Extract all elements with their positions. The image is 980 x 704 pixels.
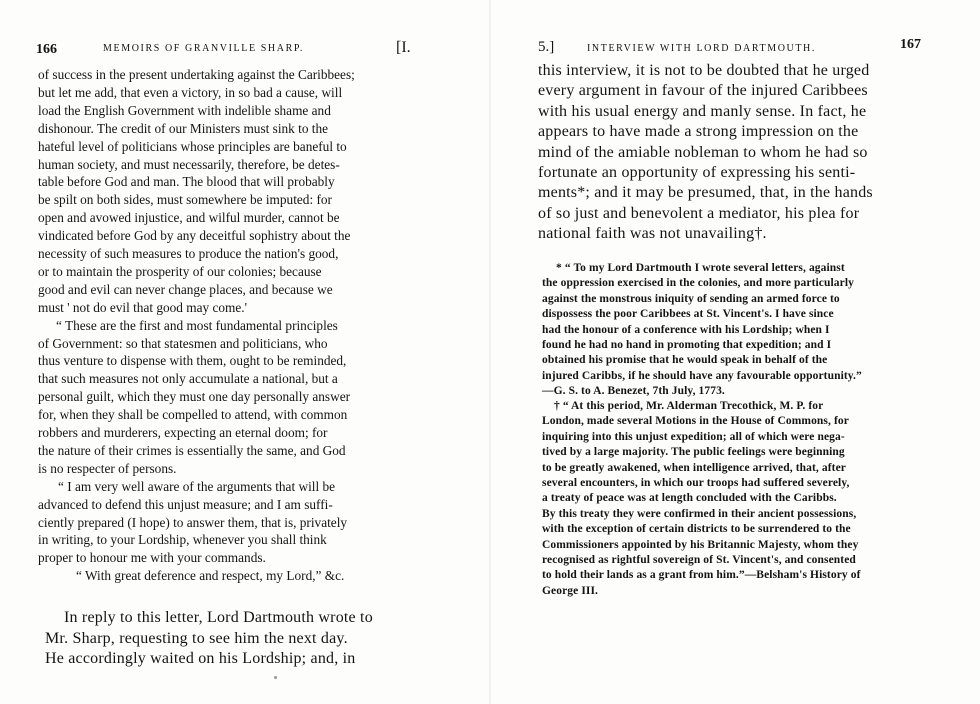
text-line: is no respecter of persons. — [38, 460, 177, 476]
text-line: open and avowed injustice, and wilful murder, cannot be — [38, 210, 340, 226]
text-line: against the monstrous iniquity of sending an armed force to — [542, 292, 840, 305]
left-page-header — [0, 40, 490, 60]
text-line: injured Caribbs, if he should have any favourable opportunity.” — [542, 369, 862, 382]
text-line: found he had no hand in promoting that expedition; and I — [542, 339, 832, 351]
text-line: —G. S. to A. Benezet, 7th July, 1773. — [542, 385, 725, 398]
text-line: tived by a large majority. The public feelings were beginning — [542, 446, 845, 459]
text-line: recognised as rightful sovereign of St. Vincent's, and consented — [542, 554, 856, 566]
text-line: By this treaty they were confirmed in their ancient possessions, — [542, 507, 857, 520]
text-line: several encounters, in which our troops had suffered severely, — [542, 477, 850, 489]
text-line: this interview, it is not to be doubted that he urged — [538, 62, 870, 79]
text-line: a treaty of peace was at length concluded with the Caribbs. — [542, 492, 837, 505]
text-line: every argument in favour of the injured Caribbees — [538, 82, 868, 100]
text-line: but let me add, that even a victory, in so bad a cause, will — [38, 84, 343, 100]
text-line: advanced to defend this unjust measure; and I am suffi- — [38, 496, 333, 512]
text-line: vindicated before God by any deceitful sophistry about the — [38, 228, 351, 244]
text-line: of success in the present undertaking against the Caribbees; — [38, 67, 355, 82]
text-line: fortunate an opportunity of expressing his senti- — [538, 164, 856, 181]
left-running-title: MEMOIRS OF GRANVILLE SHARP. — [103, 43, 304, 54]
text-line: George III. — [542, 584, 599, 597]
text-line: in writing, to your Lordship, whenever you shall think — [38, 532, 327, 548]
text-line: with the exception of certain districts to be surrendered to the — [542, 523, 851, 536]
text-line: dishonour. The credit of our Ministers must sink to the — [38, 120, 329, 136]
text-line: or to maintain the prosperity of our colonies; because — [38, 263, 322, 279]
right-page — [490, 0, 980, 704]
text-line: Commissioners appointed by his Britannic Majesty, whom they — [542, 538, 859, 551]
text-line: with his usual energy and manly sense. In fact, he — [538, 102, 867, 120]
text-line: ments*; and it may be presumed, that, in the hands — [538, 184, 873, 202]
text-line: ciently prepared (I hope) to answer them, that is, privately — [38, 514, 348, 530]
text-line: table before God and man. The blood that will probably — [38, 174, 335, 190]
right-page-header — [490, 37, 980, 60]
text-line: that such measures not only accumulate a national, but a — [38, 371, 338, 387]
right-running-title: INTERVIEW WITH LORD DARTMOUTH. — [587, 43, 816, 54]
text-line: obtained his promise that he would speak in behalf of the — [542, 354, 828, 367]
text-line: human society, and must necessarily, therefore, be detes- — [38, 156, 340, 172]
left-part-marker: [I. — [396, 39, 411, 56]
text-line: be spilt on both sides, must somewhere be imputed: for — [38, 192, 332, 208]
text-line: appears to have made a strong impression on the — [538, 123, 859, 141]
text-line: “ With great deference and respect, my Lord,” &c. — [76, 568, 345, 584]
text-line: dispossess the poor Caribbees at St. Vincent's. I have since — [542, 308, 834, 321]
text-line: mind of the amiable nobleman to whom he had so — [538, 143, 868, 161]
text-line: of Government: so that statesmen and politicians, who — [38, 335, 328, 351]
text-line: to be greatly awakened, when intelligence arrived, that, after — [542, 461, 846, 474]
right-part-marker: 5.] — [538, 39, 555, 55]
text-line: proper to honour me with your commands. — [38, 550, 266, 566]
text-line: thus venture to dispense with them, ought to be reminded, — [38, 353, 347, 369]
text-line: hateful level of politicians whose principles are baneful to — [38, 138, 347, 154]
text-line: London, made several Motions in the House of Commons, for — [542, 415, 849, 428]
text-line: good and evil can never change places, and because we — [38, 281, 333, 297]
text-line: * “ To my Lord Dartmouth I wrote several letters, against — [556, 262, 845, 274]
text-line: had the honour of a conference with his Lordship; when I — [542, 323, 830, 336]
text-line: must ' not do evil that good may come.' — [38, 299, 248, 315]
text-line: the nature of their crimes is essentially the same, and God — [38, 442, 346, 458]
text-line: the oppression exercised in the colonies, and more particularly — [542, 277, 854, 290]
text-line: personal guilt, which they must one day personally answer — [38, 389, 351, 405]
text-line: He accordingly waited on his Lordship; and, in — [45, 650, 356, 667]
text-line: † “ At this period, Mr. Alderman Trecothick, M. P. for — [554, 400, 824, 412]
text-line: to hold their lands as a grant from him.”—Belsham's History of — [542, 569, 861, 582]
text-line: for, when they shall be compelled to attend, with common — [38, 407, 348, 423]
text-line: In reply to this letter, Lord Dartmouth wrote to — [64, 609, 373, 626]
text-line: “ I am very well aware of the arguments that will be — [58, 478, 336, 494]
text-line: necessity of such measures to produce the nation's good, — [38, 246, 339, 261]
text-line: of so just and benevolent a mediator, his plea for — [538, 204, 860, 222]
text-line: Mr. Sharp, requesting to see him the next day. — [45, 629, 348, 647]
right-page-number: 167 — [900, 37, 921, 52]
text-line: robbers and murderers, expecting an eternal doom; for — [38, 425, 328, 440]
left-page-number: 166 — [36, 42, 57, 57]
paper-speck — [274, 676, 277, 679]
text-line: “ These are the first and most fundamental principles — [56, 317, 338, 333]
text-line: load the English Government with indelible shame and — [38, 102, 331, 118]
text-line: national faith was not unavailing†. — [538, 225, 767, 243]
text-line: inquiring into this unjust expedition; all of which were nega- — [542, 430, 845, 443]
